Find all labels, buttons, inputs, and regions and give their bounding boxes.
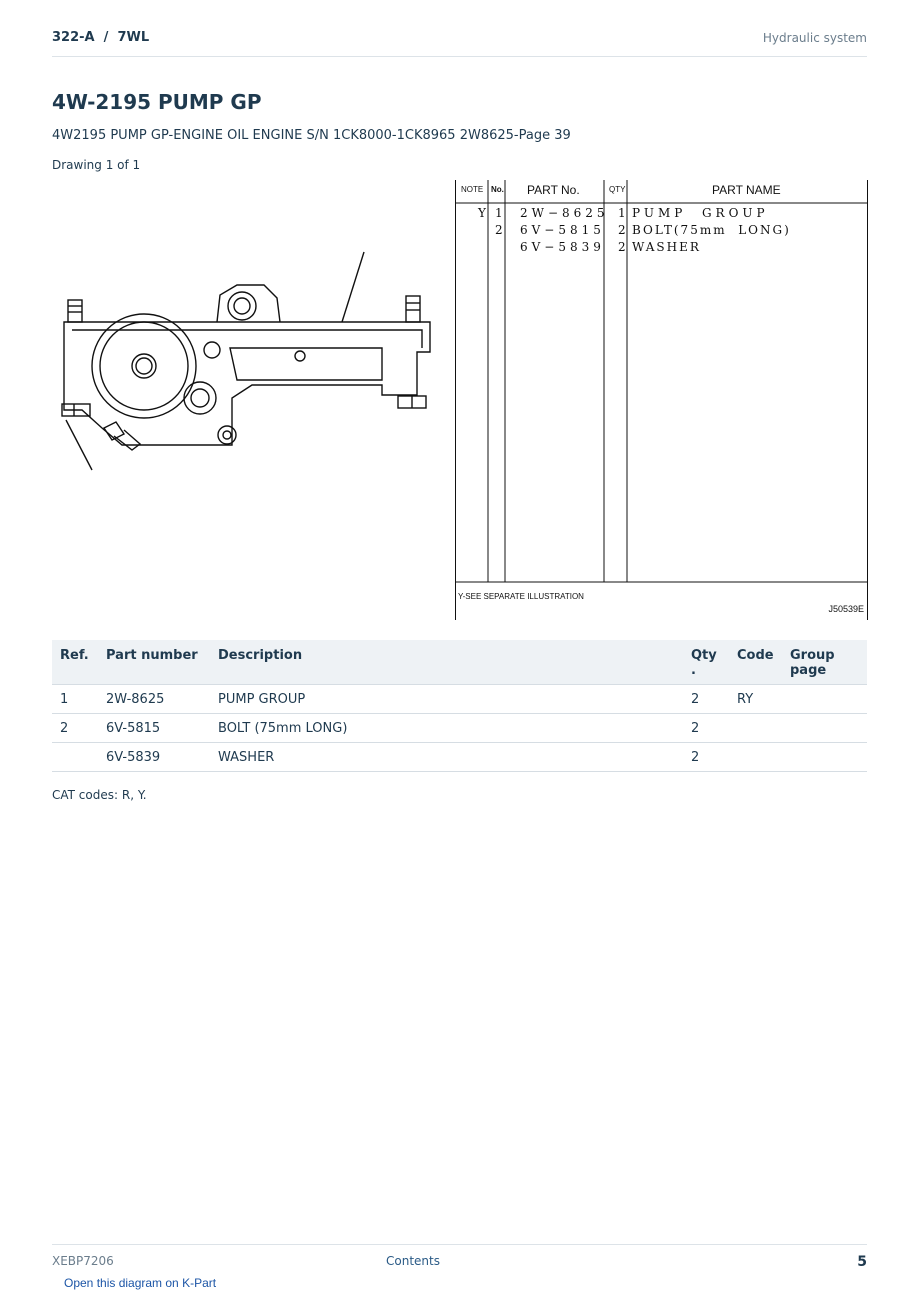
drawing-row-name: WASHER xyxy=(632,240,701,254)
parts-table-header-row xyxy=(52,640,867,685)
qty-header-line1: Qty xyxy=(691,648,717,663)
qty-cell: 2 xyxy=(683,685,729,714)
drawing-row-partno: 2W−8625 xyxy=(520,206,609,220)
drawing-row-no: 1 xyxy=(495,206,503,220)
col-qty-header: QTY xyxy=(609,185,626,194)
doc-id: XEBP7206 xyxy=(52,1254,114,1268)
col-no-header: No. xyxy=(491,185,504,194)
col-partno-header: PART No. xyxy=(527,183,580,197)
drawing-row-name: BOLT(75mm LONG) xyxy=(632,223,791,237)
code-cell: RY xyxy=(729,685,782,714)
ref-cell: 2 xyxy=(52,714,98,743)
group-header-line2: page xyxy=(790,663,827,678)
page-subtitle: 4W2195 PUMP GP-ENGINE OIL ENGINE S/N 1CK8000-1CK8965 2W8625-Page 39 xyxy=(52,128,571,143)
drawing-parts-list xyxy=(455,180,868,620)
qty-header-line2: . xyxy=(691,663,696,678)
col-partname-header: PART NAME xyxy=(712,183,781,197)
part-number-cell: 2W-8625 xyxy=(98,685,210,714)
drawing-id: J50539E xyxy=(828,604,864,614)
part-number-header: Part number xyxy=(98,640,210,685)
code-header: Code xyxy=(729,640,782,685)
group-page-cell xyxy=(782,685,867,714)
code-cell xyxy=(729,714,782,743)
open-diagram-link[interactable]: Open this diagram on K-Part xyxy=(64,1276,217,1290)
table-row xyxy=(52,685,867,714)
section-label: Hydraulic system xyxy=(762,31,867,45)
drawing-row-qty: 2 xyxy=(618,240,626,254)
drawing-row-note: Y xyxy=(478,206,486,220)
parts-table xyxy=(52,640,867,772)
part-number-cell: 6V-5839 xyxy=(98,743,210,772)
ref-cell: 1 xyxy=(52,685,98,714)
page-footer xyxy=(52,1244,867,1270)
qty-header xyxy=(683,640,729,685)
description-header: Description xyxy=(210,640,683,685)
drawing-row-qty: 2 xyxy=(618,223,626,237)
drawing-count: Drawing 1 of 1 xyxy=(52,158,141,172)
col-note-header: NOTE xyxy=(461,185,484,194)
drawing-row-partno: 6V−5815 xyxy=(520,223,605,237)
page-number: 5 xyxy=(857,1254,867,1270)
ref-header: Ref. xyxy=(52,640,98,685)
description-cell: BOLT (75mm LONG) xyxy=(210,714,683,743)
model-label: 322-A / 7WL xyxy=(52,30,150,45)
qty-cell: 2 xyxy=(683,743,729,772)
group-header-line1: Group xyxy=(790,648,835,663)
group-page-header xyxy=(782,640,867,685)
pump-illustration xyxy=(52,240,437,480)
code-cell xyxy=(729,743,782,772)
page-header xyxy=(52,28,867,57)
table-row xyxy=(52,743,867,772)
drawing-row-partno: 6V−5839 xyxy=(520,240,605,254)
drawing-footnote: Y-SEE SEPARATE ILLUSTRATION xyxy=(458,592,584,601)
description-cell: PUMP GROUP xyxy=(210,685,683,714)
drawing-row-qty: 1 xyxy=(618,206,626,220)
ref-cell xyxy=(52,743,98,772)
contents-link[interactable]: Contents xyxy=(386,1254,440,1268)
qty-cell: 2 xyxy=(683,714,729,743)
description-cell: WASHER xyxy=(210,743,683,772)
part-number-cell: 6V-5815 xyxy=(98,714,210,743)
group-page-cell xyxy=(782,743,867,772)
page-title: 4W-2195 PUMP GP xyxy=(52,90,262,114)
group-page-cell xyxy=(782,714,867,743)
table-row xyxy=(52,714,867,743)
drawing-row-no: 2 xyxy=(495,223,503,237)
drawing-row-name: PUMP GROUP xyxy=(632,206,769,220)
cat-codes: CAT codes: R, Y. xyxy=(52,788,147,802)
